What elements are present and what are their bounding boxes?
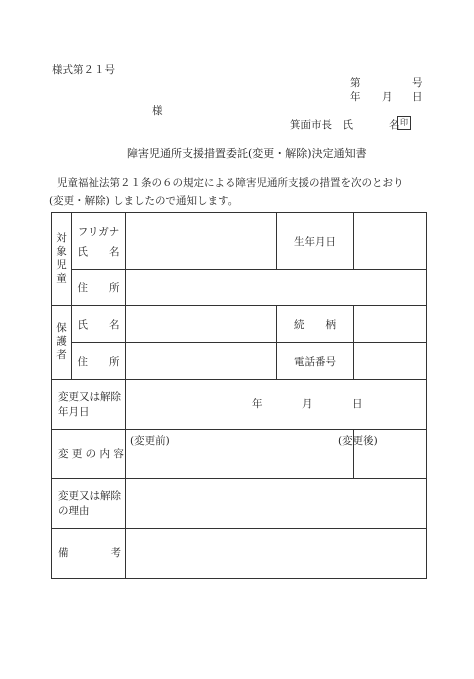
- remarks-label: 備 考: [58, 547, 121, 559]
- reason-label-line1: 変更又は解除: [58, 489, 121, 502]
- guardian-address-field[interactable]: [126, 343, 277, 380]
- child-address-field[interactable]: [126, 270, 427, 306]
- change-before-field[interactable]: [126, 430, 354, 479]
- date-label-tsuki: 月: [382, 91, 393, 103]
- change-date-label-cell: [52, 380, 126, 430]
- child-name-label: 氏 名: [77, 245, 120, 258]
- change-date-label-line1: 変更又は解除: [58, 390, 121, 403]
- birthdate-field[interactable]: [354, 213, 427, 270]
- remarks-field[interactable]: [126, 529, 427, 579]
- birthdate-label-cell: [277, 213, 354, 270]
- relationship-label: 続 柄: [294, 318, 336, 331]
- furigana-name-label-cell: [72, 213, 126, 270]
- seal-icon: 印: [397, 116, 411, 130]
- guardian-address-label-cell: [72, 343, 126, 380]
- relationship-label-cell: [277, 306, 354, 343]
- guardian-address-label: 住 所: [77, 355, 120, 368]
- guardian-name-label-cell: [72, 306, 126, 343]
- child-name-field[interactable]: [126, 213, 277, 270]
- form-number: 様式第２１号: [52, 64, 115, 76]
- relationship-field[interactable]: [354, 306, 427, 343]
- issuer-name-suffix: 名: [389, 119, 400, 131]
- phone-label-cell: [277, 343, 354, 380]
- number-label-dai: 第: [350, 77, 361, 89]
- furigana-label: フリガナ: [77, 225, 120, 238]
- child-address-label: 住 所: [77, 282, 120, 294]
- document-title: 障害児通所支援措置委託(変更・解除)決定通知書: [127, 147, 367, 160]
- phone-field[interactable]: [354, 343, 427, 380]
- guardian-name-field[interactable]: [126, 306, 277, 343]
- reason-label-cell: [52, 479, 126, 529]
- child-address-label-cell: [72, 270, 126, 306]
- guardian-group-header: [52, 306, 72, 380]
- change-date-label-line2: 年月日: [58, 405, 90, 418]
- change-after-label: (変更後): [338, 435, 378, 447]
- change-date-nen: 年: [252, 398, 263, 410]
- change-date-field[interactable]: [126, 380, 427, 430]
- reason-label-line2: の理由: [58, 504, 90, 517]
- change-after-field[interactable]: [338, 430, 427, 479]
- date-label-hi: 日: [412, 91, 423, 103]
- issuer-label: 箕面市長 氏: [290, 119, 353, 131]
- change-before-label: (変更前): [130, 435, 170, 447]
- body-line-2: (変更・解除) しましたので通知します。: [49, 195, 239, 207]
- phone-label: 電話番号: [294, 355, 336, 368]
- child-group-label: 対象児童: [55, 232, 67, 286]
- guardian-group-label: 保護者: [55, 322, 67, 363]
- remarks-label-cell: [52, 529, 126, 579]
- number-label-go: 号: [412, 77, 423, 89]
- change-content-label-cell: [52, 430, 126, 479]
- child-group-header: [52, 213, 72, 306]
- change-date-hi: 日: [352, 398, 363, 410]
- date-label-nen: 年: [350, 91, 361, 103]
- notice-form-table: [51, 212, 427, 579]
- change-content-label: 変 更 の 内 容: [58, 447, 124, 460]
- body-line-1: 児童福祉法第２１条の６の規定による障害児通所支援の措置を次のとおり: [57, 177, 404, 189]
- addressee-sama: 様: [152, 105, 163, 117]
- birthdate-label: 生年月日: [294, 235, 336, 248]
- change-date-tsuki: 月: [302, 398, 313, 410]
- guardian-name-label: 氏 名: [77, 318, 120, 331]
- reason-field[interactable]: [126, 479, 427, 529]
